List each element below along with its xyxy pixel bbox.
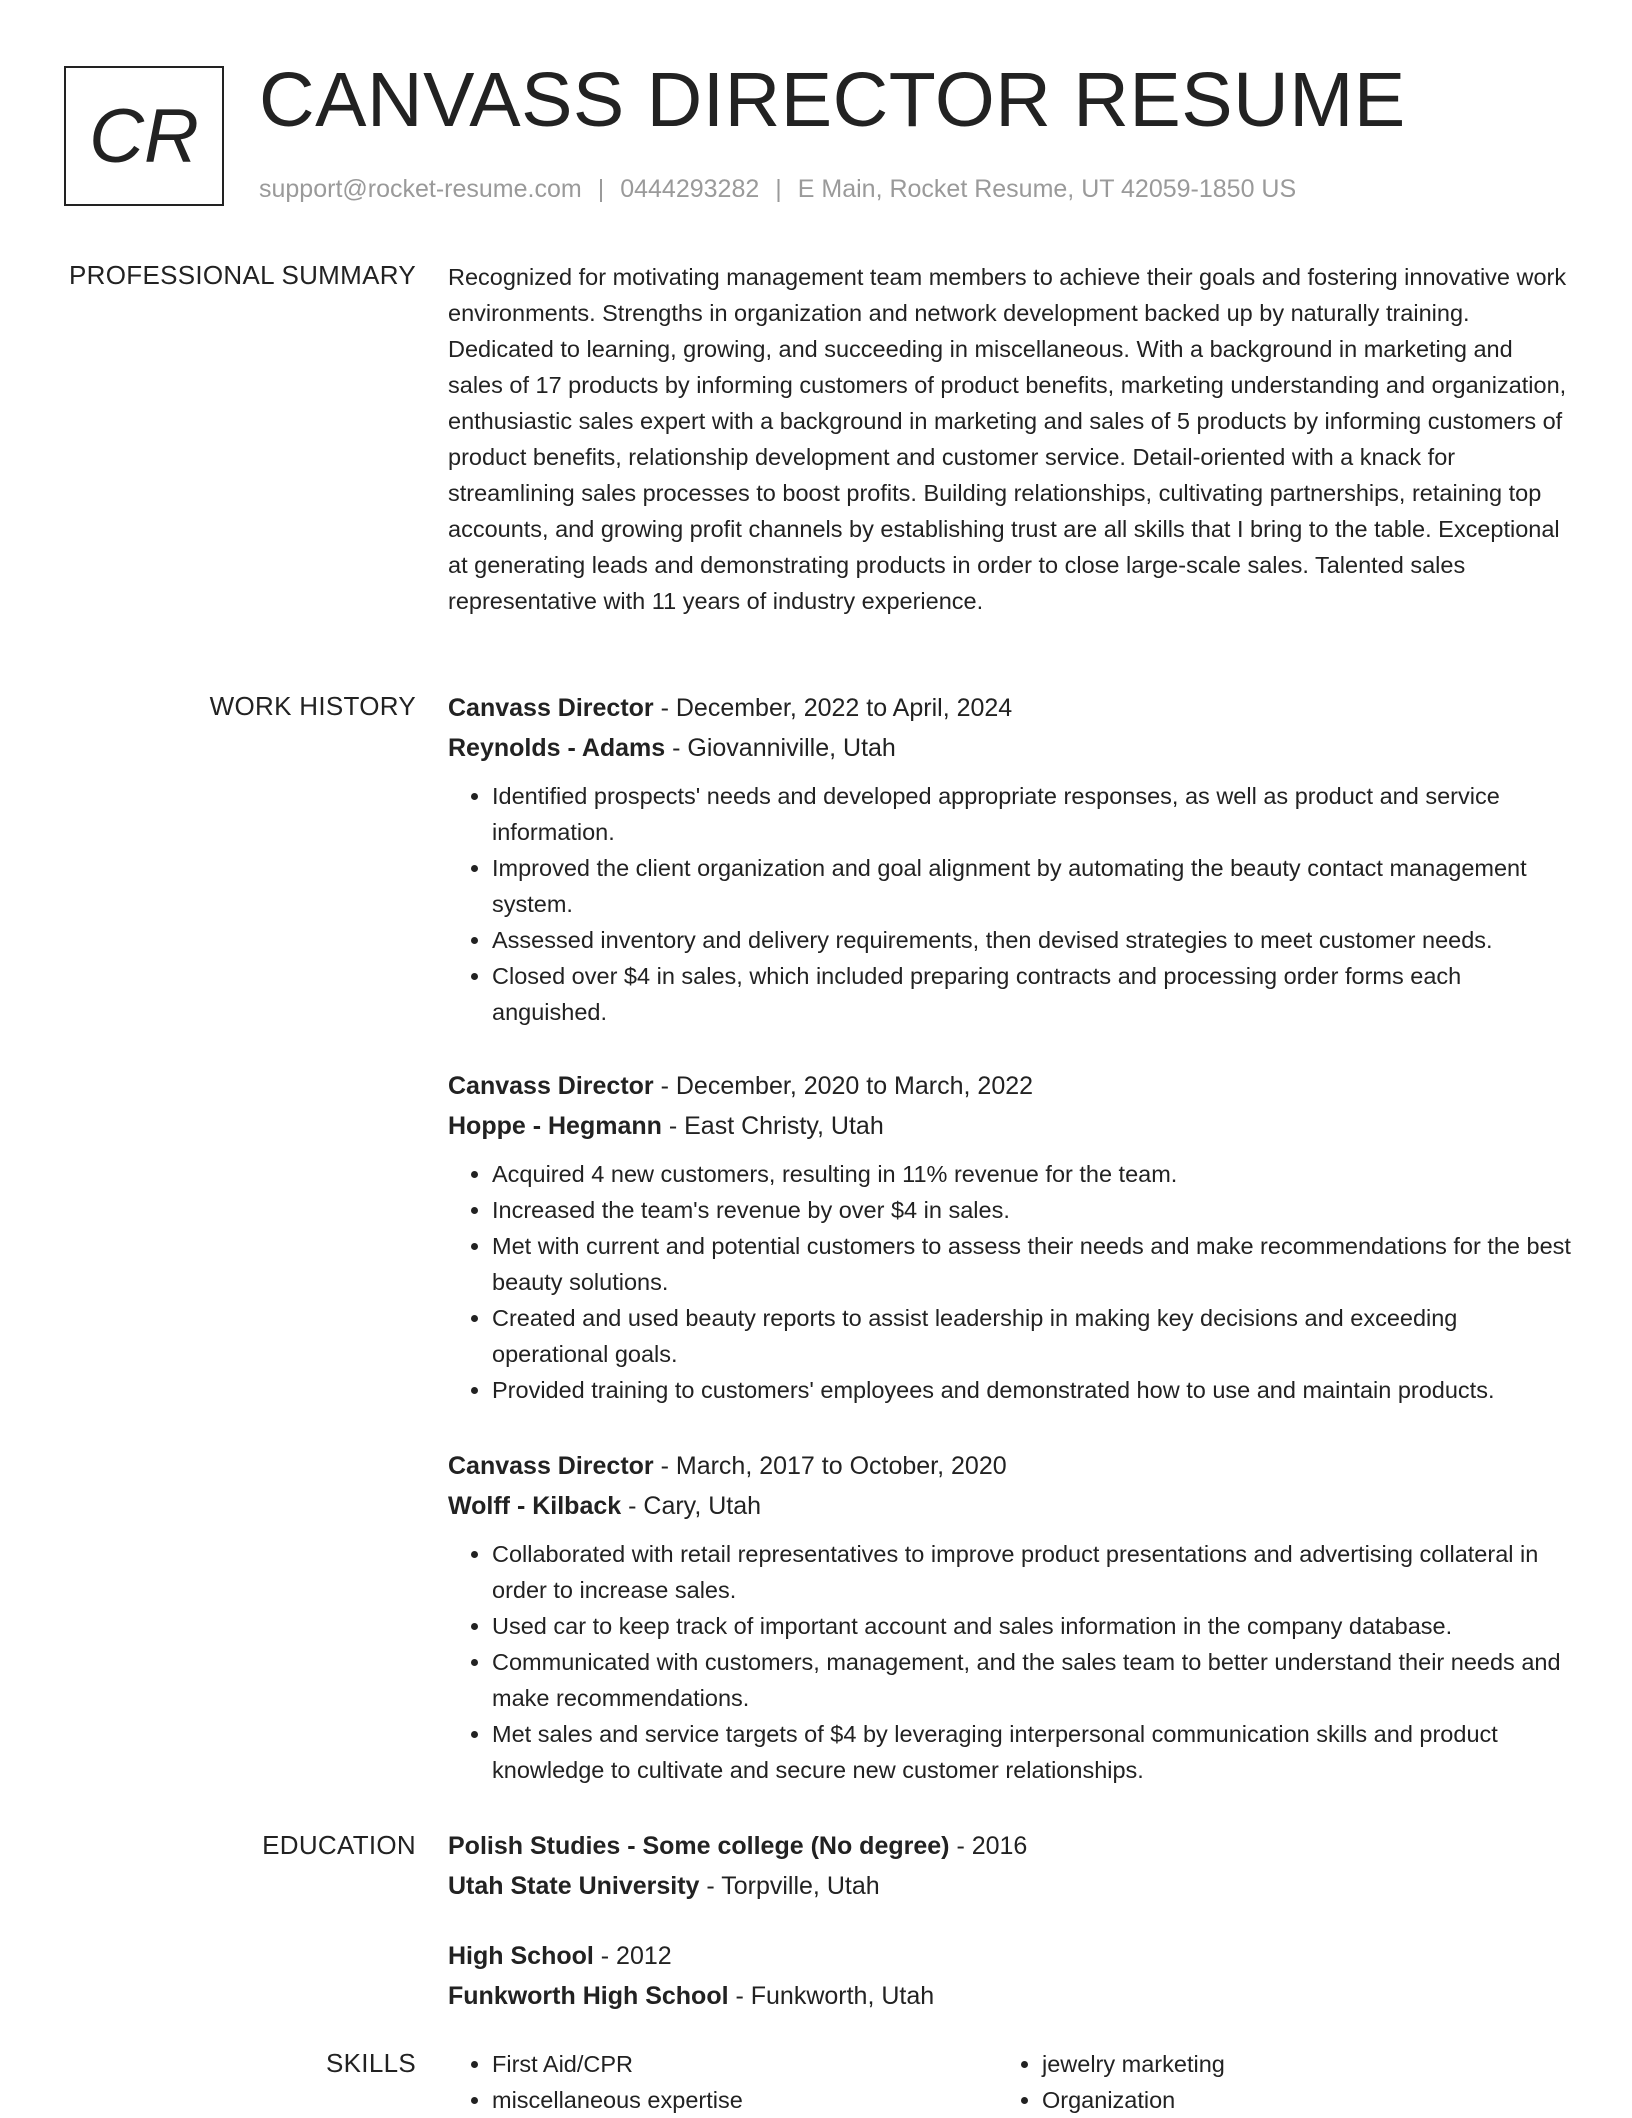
job-bullets (448, 1156, 1573, 1408)
job-dates: - December, 2020 to March, 2022 (653, 1072, 1034, 1100)
education-location: - Torpville, Utah (699, 1872, 880, 1900)
job-bullet: • Communicated with customers, management, and the sales team to better understand their needs and make recommendations. (492, 1644, 1573, 1716)
job-title: Canvass Director (448, 1072, 654, 1100)
education-school-line (448, 1866, 1573, 1906)
job-company-line (448, 728, 1573, 768)
skills-column-right (998, 2046, 1548, 2118)
summary-text: Recognized for motivating management team members to achieve their goals and fostering innovative work environments. Strengths in organization and network development backed up by naturally training. Dedicated to learning, growing, and succeeding in miscellaneous. With a background in marketing and sales of 17 products by informing customers of product benefits, marketing understanding and organization, enthusiastic sales expert with a background in marketing and sales of 5 products by informing customers of product benefits, relationship development and customer service. Detail-oriented with a knack for streamlining sales processes to boost profits. Building relationships, cultivating partnerships, retaining top accounts, and growing profit channels by establishing trust are all skills that I bring to the table. Exceptional at generating leads and demonstrating products in order to close large-scale sales. Talented sales representative with 11 years of industry experience. (448, 264, 1567, 614)
job-company: Wolff - Kilback (448, 1492, 622, 1520)
job-title-line (448, 1066, 1573, 1106)
education-degree-line (448, 1826, 1573, 1866)
skill-item: • First Aid/CPR (492, 2046, 998, 2082)
education-location: - Funkworth, Utah (728, 1982, 935, 2010)
education-school-line (448, 1976, 1573, 2016)
job-location: - East Christy, Utah (661, 1112, 884, 1140)
job-dates: - December, 2022 to April, 2024 (653, 694, 1013, 722)
job-bullet: • Improved the client organization and goal alignment by automating the beauty contact management system. (492, 850, 1573, 922)
job-location: - Cary, Utah (621, 1492, 762, 1520)
contact-separator: | (775, 175, 782, 203)
job-entry (448, 1066, 1573, 1408)
skills-column-left (448, 2046, 998, 2118)
education-year: - 2012 (593, 1942, 672, 1970)
job-bullet: • Created and used beauty reports to assist leadership in making key decisions and exceeding operational goals. (492, 1300, 1573, 1372)
section-label-work-history: WORK HISTORY (209, 691, 416, 721)
job-company-line (448, 1106, 1573, 1146)
contact-separator: | (597, 175, 605, 203)
skills-grid (448, 2046, 1573, 2118)
contact-line (259, 175, 1296, 204)
job-bullet: • Identified prospects' needs and developed appropriate responses, as well as product and service information. (492, 778, 1573, 850)
skills-section (448, 2046, 1573, 2118)
skill-item: • miscellaneous expertise (492, 2082, 998, 2118)
job-bullet: • Increased the team's revenue by over $4 in sales. (492, 1192, 1573, 1228)
job-entry (448, 688, 1573, 1030)
education-year: - 2016 (949, 1832, 1028, 1860)
job-bullet: • Provided training to customers' employees and demonstrated how to use and maintain products. (492, 1372, 1573, 1408)
section-label-skills: SKILLS (326, 2048, 416, 2078)
job-company: Reynolds - Adams (448, 734, 666, 762)
contact-email[interactable]: support@rocket-resume.com (259, 175, 582, 203)
job-title-line (448, 1446, 1573, 1486)
job-title: Canvass Director (448, 1452, 654, 1480)
education-school: Funkworth High School (448, 1982, 729, 2010)
education-entry (448, 1826, 1573, 1906)
monogram-initials: CR (64, 66, 224, 206)
job-entry (448, 1446, 1573, 1788)
job-bullet: • Met sales and service targets of $4 by leveraging interpersonal communication skills and product knowledge to cultivate and secure new customer relationships. (492, 1716, 1573, 1788)
job-dates: - March, 2017 to October, 2020 (653, 1452, 1007, 1480)
summary-section (448, 259, 1573, 619)
job-bullets (448, 778, 1573, 1030)
job-bullet: • Assessed inventory and delivery requirements, then devised strategies to meet customer needs. (492, 922, 1573, 958)
resume-title: CANVASS DIRECTOR RESUME (259, 57, 1406, 143)
section-label-summary: PROFESSIONAL SUMMARY (69, 260, 416, 290)
contact-address: E Main, Rocket Resume, UT 42059-1850 US (797, 175, 1297, 203)
education-degree: Polish Studies - Some college (No degree) (448, 1832, 950, 1860)
education-degree-line (448, 1936, 1573, 1976)
job-company: Hoppe - Hegmann (448, 1112, 662, 1140)
contact-phone[interactable]: 0444293282 (620, 175, 760, 203)
education-school: Utah State University (448, 1872, 700, 1900)
job-company-line (448, 1486, 1573, 1526)
job-bullet: • Collaborated with retail representatives to improve product presentations and advertising collateral in order to increase sales. (492, 1536, 1573, 1608)
job-bullets (448, 1536, 1573, 1788)
job-title: Canvass Director (448, 694, 654, 722)
skill-item: • jewelry marketing (1042, 2046, 1548, 2082)
job-location: - Giovanniville, Utah (665, 734, 896, 762)
job-bullet: • Acquired 4 new customers, resulting in 11% revenue for the team. (492, 1156, 1573, 1192)
job-bullet: • Used car to keep track of important account and sales information in the company database. (492, 1608, 1573, 1644)
skill-item: • Organization (1042, 2082, 1548, 2118)
education-entry (448, 1936, 1573, 2016)
job-bullet: • Closed over $4 in sales, which included preparing contracts and processing order forms each anguished. (492, 958, 1573, 1030)
job-bullet: • Met with current and potential customers to assess their needs and make recommendations for the best beauty solutions. (492, 1228, 1573, 1300)
section-label-education: EDUCATION (262, 1830, 416, 1860)
education-degree: High School (448, 1942, 594, 1970)
job-title-line (448, 688, 1573, 728)
